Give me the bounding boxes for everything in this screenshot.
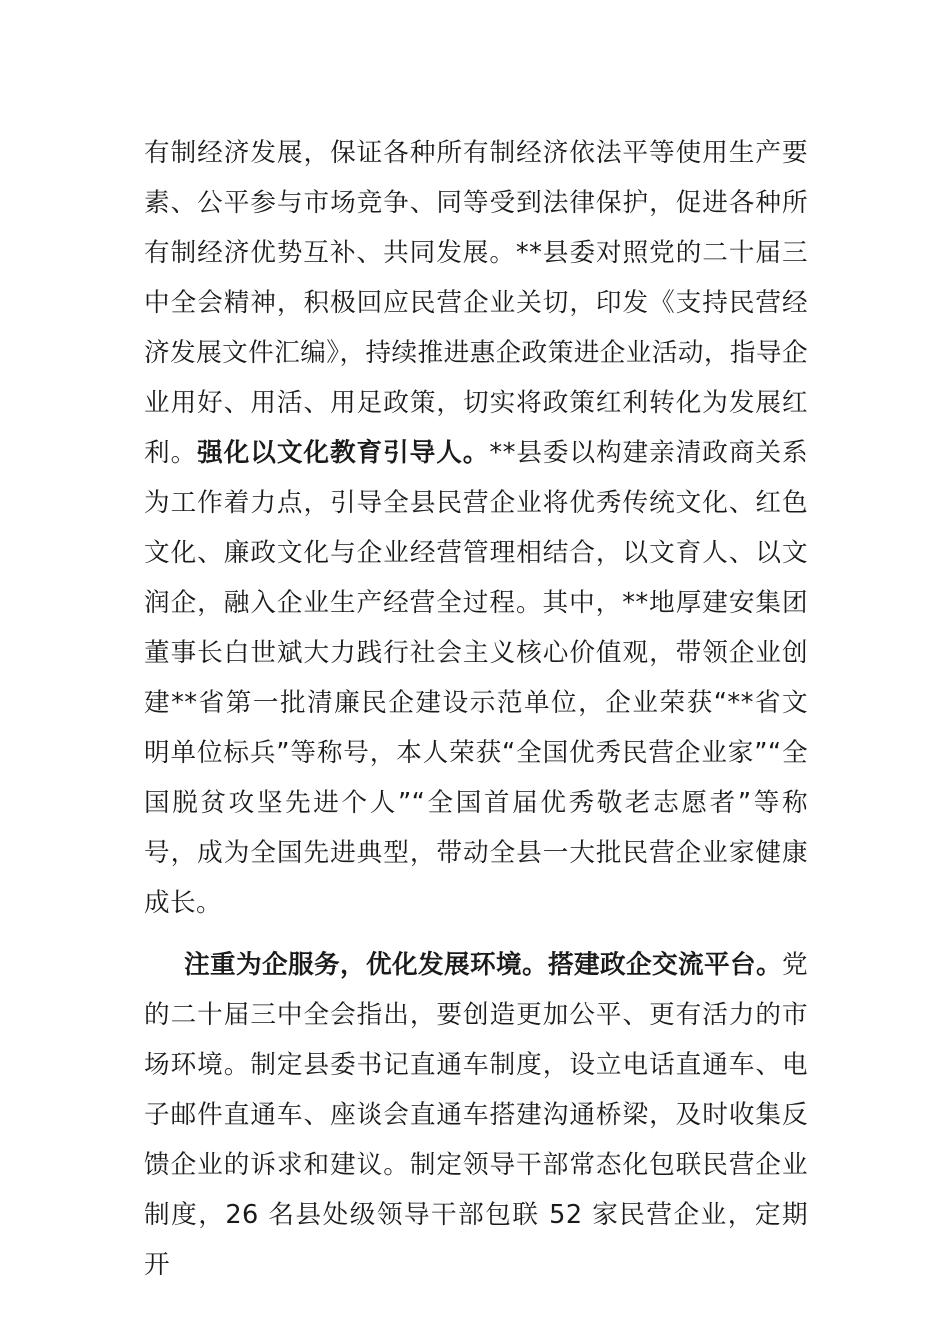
paragraph-1-bold-heading: 强化以文化教育引导人。	[197, 438, 490, 468]
paragraph-1-text-a: 有制经济发展，保证各种所有制经济依法平等使用生产要素、公平参与市场竞争、同等受到法律保护，促进各种所有制经济优势互补、共同发展。**县委对照党的二十届三中全会精神，积极回应民营企业关切，印发《支持民营经济发展文件汇编》，持续推进惠企政策进企业活动，指导企业用好、用活、用足政策，切实将政策红利转化为发展红利。	[144, 138, 808, 468]
paragraph-2-text-b: 党的二十届三中全会指出，要创造更加公平、更有活力的市场环境。制定县委书记直通车制度，设立电话直通车、电子邮件直通车、座谈会直通车搭建沟通桥梁，及时收集反馈企业的诉求和建议。制定领导干部常态化包联民营企业制度，26 名县处级领导干部包联 52 家民营企业，定期开	[144, 950, 808, 1280]
document-body	[144, 128, 808, 1290]
paragraph-1	[144, 128, 808, 928]
paragraph-2	[144, 940, 808, 1290]
paragraph-1-text-c: **县委以构建亲清政商关系为工作着力点，引导全县民营企业将优秀传统文化、红色文化、廉政文化与企业经营管理相结合，以文育人、以文润企，融入企业生产经营全过程。其中，**地厚建安集团董事长白世斌大力践行社会主义核心价值观，带领企业创建**省第一批清廉民企建设示范单位，企业荣获“**省文明单位标兵”等称号，本人荣获“全国优秀民营企业家”“全国脱贫攻坚先进个人”“全国首届优秀敬老志愿者”等称号，成为全国先进典型，带动全县一大批民营企业家健康成长。	[144, 438, 808, 918]
paragraph-2-bold-heading: 注重为企服务，优化发展环境。搭建政企交流平台。	[184, 950, 782, 980]
